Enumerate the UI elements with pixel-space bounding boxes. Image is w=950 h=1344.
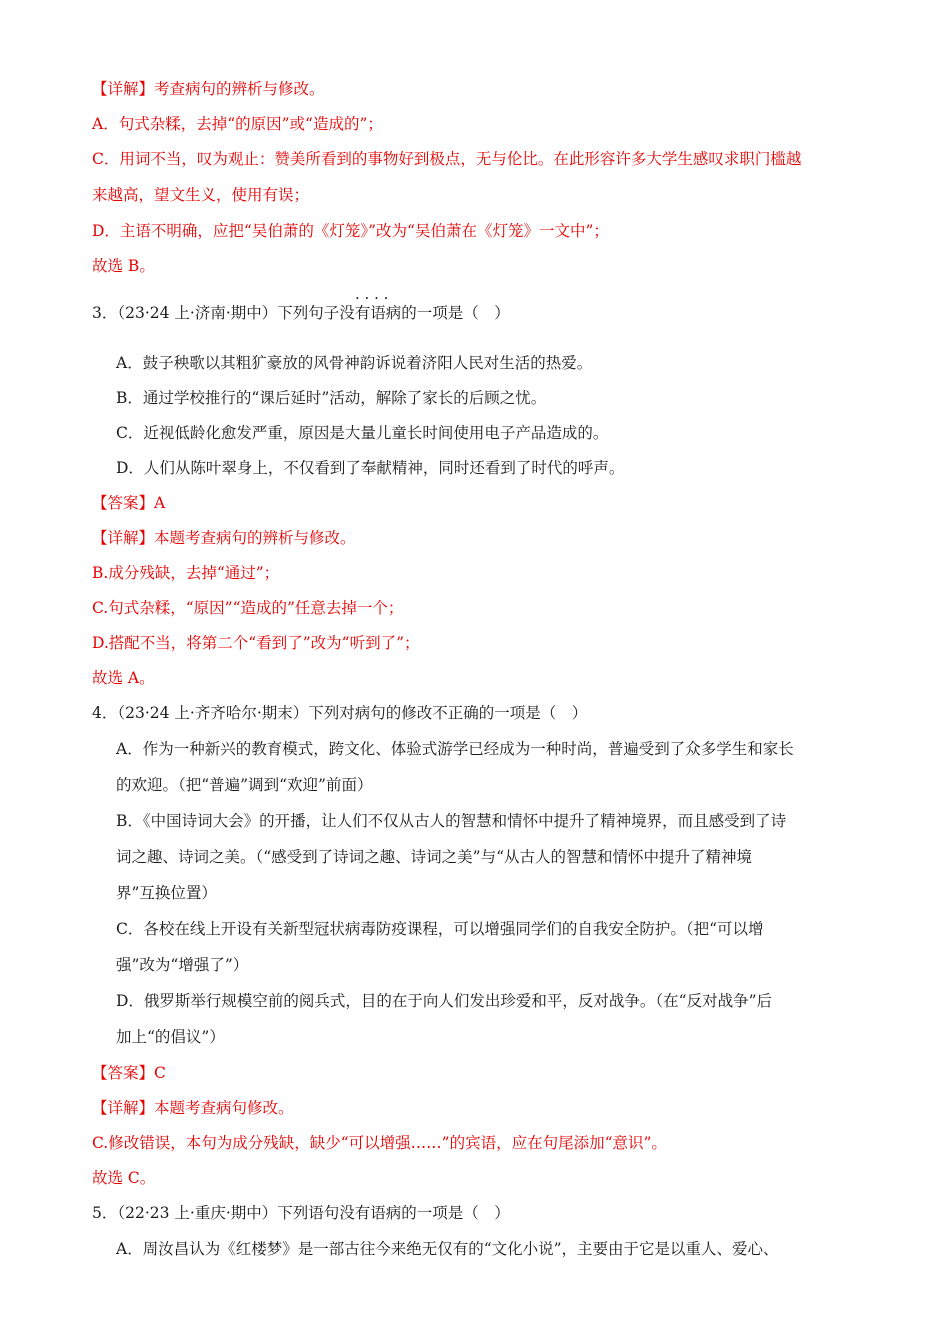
q4-option-d-line2: 加上“的倡议”） xyxy=(116,1028,225,1046)
q3-conclusion: 故选 A。 xyxy=(92,669,155,687)
q4-stem: 4．（23·24 上·齐齐哈尔·期末）下列对病句的修改不正确的一项是（ ） xyxy=(92,704,588,722)
q3-detail: 【详解】本题考查病句的辨析与修改。 xyxy=(92,529,356,547)
q3-option-b: B．通过学校推行的“课后延时”活动，解除了家长的后顾之忧。 xyxy=(116,389,547,407)
q2-explanation-a: A．句式杂糅，去掉“的原因”或“造成的”； xyxy=(92,115,383,133)
q4-option-c-line1: C．各校在线上开设有关新型冠状病毒防疫课程，可以增强同学们的自我安全防护。（把“可以增 xyxy=(116,920,764,938)
q3-answer: 【答案】A xyxy=(92,494,166,512)
q2-explanation-c-line1: C．用词不当，叹为观止：赞美所看到的事物好到极点，无与伦比。在此形容许多大学生感叹求职门槛越 xyxy=(92,150,802,168)
q5-stem: 5．（22·23 上·重庆·期中）下列语句没有语病的一项是（ ） xyxy=(92,1204,510,1222)
q4-option-b-line1: B．《中国诗词大会》的开播，让人们不仅从古人的智慧和情怀中提升了精神境界，而且感受到了诗 xyxy=(116,812,787,830)
emphasis-dots: · · · · xyxy=(355,289,389,307)
q5-option-a-line1: A．周汝昌认为《红楼梦》是一部古往今来绝无仅有的“文化小说”，主要由于它是以重人、爱心、 xyxy=(116,1240,779,1258)
q3-option-d: D．人们从陈叶翠身上，不仅看到了奉献精神，同时还看到了时代的呼声。 xyxy=(116,459,625,477)
q3-option-c: C．近视低龄化愈发严重，原因是大量儿童长时间使用电子产品造成的。 xyxy=(116,424,609,442)
q3-explanation-d: D.搭配不当，将第二个“看到了”改为“听到了”； xyxy=(92,634,420,652)
q3-stem: 3．（23·24 上·济南·期中）下列句子没有语病的一项是（ ） xyxy=(92,304,510,322)
q3-explanation-c: C.句式杂糅，“原因”“造成的”任意去掉一个； xyxy=(92,599,404,617)
q3-explanation-b: B.成分残缺，去掉“通过”； xyxy=(92,564,280,582)
q2-conclusion: 故选 B。 xyxy=(92,257,155,275)
q4-conclusion: 故选 C。 xyxy=(92,1169,156,1187)
q4-detail: 【详解】本题考查病句修改。 xyxy=(92,1099,294,1117)
q4-option-b-line2: 词之趣、诗词之美。（“感受到了诗词之趣、诗词之美”与“从古人的智慧和情怀中提升了精神境 xyxy=(116,848,753,866)
q2-explanation-d: D．主语不明确，应把“吴伯萧的《灯笼》”改为“吴伯萧在《灯笼》一文中”； xyxy=(92,222,609,240)
q4-option-a-line2: 的欢迎。（把“普遍”调到“欢迎”前面） xyxy=(116,776,373,794)
q4-answer: 【答案】C xyxy=(92,1064,166,1082)
q4-option-a-line1: A．作为一种新兴的教育模式，跨文化、体验式游学已经成为一种时尚，普遍受到了众多学生和家长 xyxy=(116,740,794,758)
q4-explanation-c: C.修改错误，本句为成分残缺，缺少“可以增强……”的宾语，应在句尾添加“意识”。 xyxy=(92,1134,667,1152)
q4-option-b-line3: 界”互换位置） xyxy=(116,884,217,902)
q2-detail: 【详解】考查病句的辨析与修改。 xyxy=(92,80,325,98)
q3-option-a: A．鼓子秧歌以其粗犷豪放的风骨神韵诉说着济阳人民对生活的热爱。 xyxy=(116,354,593,372)
q2-explanation-c-line2: 来越高，望文生义，使用有误； xyxy=(92,186,310,204)
q4-option-c-line2: 强”改为“增强了”） xyxy=(116,956,249,974)
q4-option-d-line1: D．俄罗斯举行规模空前的阅兵式，目的在于向人们发出珍爱和平，反对战争。（在“反对战争”后 xyxy=(116,992,773,1010)
